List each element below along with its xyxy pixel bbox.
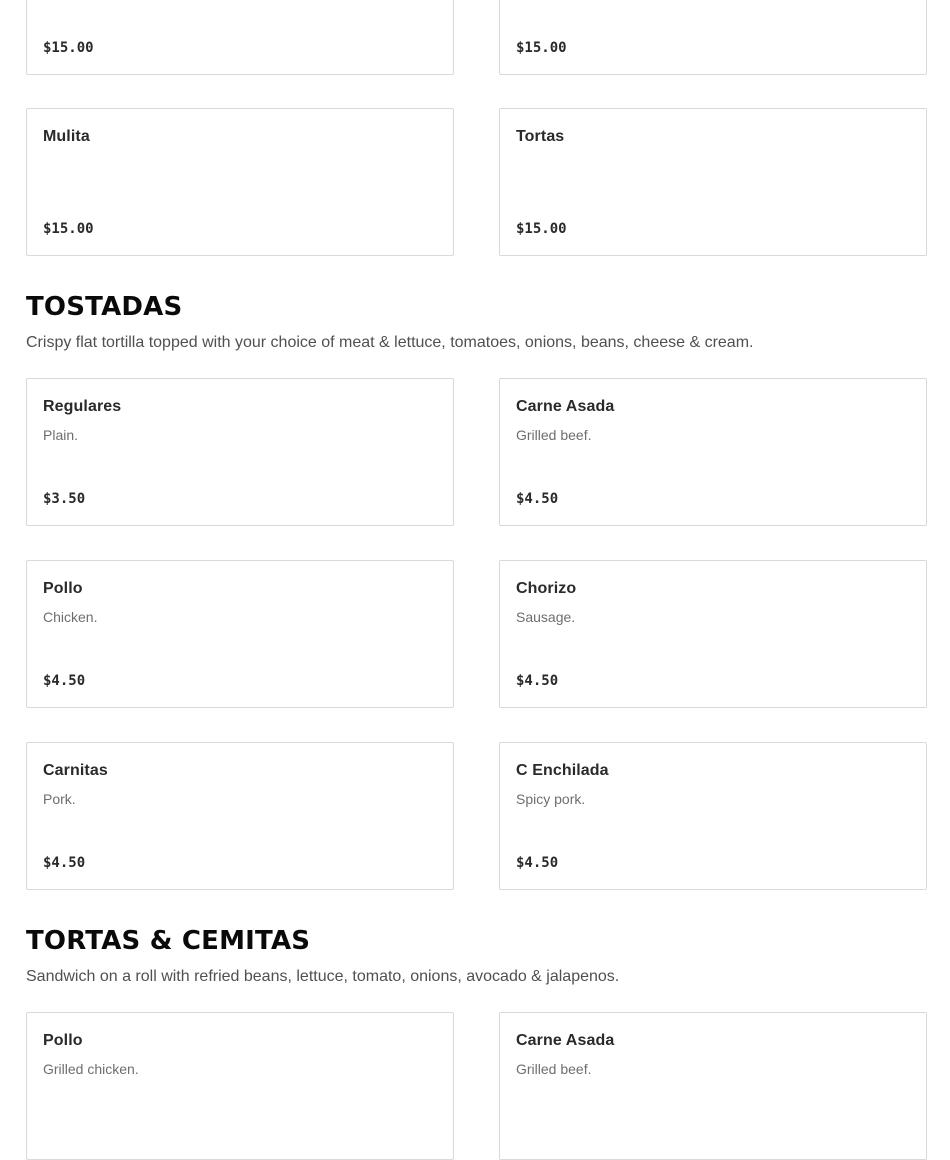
section-title-tortas-cemitas: TORTAS & CEMITAS	[26, 926, 311, 956]
menu-item-card[interactable]	[499, 742, 927, 890]
item-price: $4.50	[516, 673, 559, 689]
menu-item-card[interactable]	[26, 0, 454, 75]
item-description: Grilled chicken.	[43, 1061, 139, 1077]
item-description: Pork.	[43, 791, 76, 807]
menu-item-card[interactable]	[499, 378, 927, 526]
item-price: $4.50	[43, 855, 86, 871]
menu-item-card[interactable]	[499, 1012, 927, 1160]
section-title-tostadas: TOSTADAS	[26, 292, 183, 322]
menu-item-card[interactable]	[499, 0, 927, 75]
item-description: Grilled beef.	[516, 427, 592, 443]
menu-item-card[interactable]	[26, 378, 454, 526]
menu-item-card[interactable]	[26, 560, 454, 708]
item-price: $15.00	[516, 40, 567, 56]
menu-item-card[interactable]	[499, 560, 927, 708]
menu-item-card[interactable]	[499, 108, 927, 256]
item-price: $4.50	[516, 491, 559, 507]
item-description: Chicken.	[43, 609, 98, 625]
section-description-tostadas: Crispy flat tortilla topped with your choice of meat & lettuce, tomatoes, onions, beans, cheese & cream.	[26, 334, 754, 351]
item-name: Tortas	[516, 128, 565, 145]
item-name: Carne Asada	[516, 1032, 615, 1049]
section-description-tortas-cemitas: Sandwich on a roll with refried beans, lettuce, tomato, onions, avocado & jalapenos.	[26, 968, 620, 985]
item-name: C Enchilada	[516, 762, 609, 779]
item-name: Pollo	[43, 580, 83, 597]
item-name: Pollo	[43, 1032, 83, 1049]
item-description: Sausage.	[516, 609, 576, 625]
item-price: $3.50	[43, 491, 86, 507]
item-price: $15.00	[43, 221, 94, 237]
item-name: Chorizo	[516, 580, 577, 597]
menu-item-card[interactable]	[26, 108, 454, 256]
item-name: Carne Asada	[516, 398, 615, 415]
menu-item-card[interactable]	[26, 742, 454, 890]
item-description: Plain.	[43, 427, 79, 443]
item-price: $15.00	[43, 40, 94, 56]
item-name: Mulita	[43, 128, 90, 145]
item-description: Grilled beef.	[516, 1061, 592, 1077]
item-name: Carnitas	[43, 762, 108, 779]
item-price: $15.00	[516, 221, 567, 237]
item-name: Regulares	[43, 398, 122, 415]
item-price: $4.50	[516, 855, 559, 871]
item-description: Spicy pork.	[516, 791, 586, 807]
menu-item-card[interactable]	[26, 1012, 454, 1160]
item-price: $4.50	[43, 673, 86, 689]
